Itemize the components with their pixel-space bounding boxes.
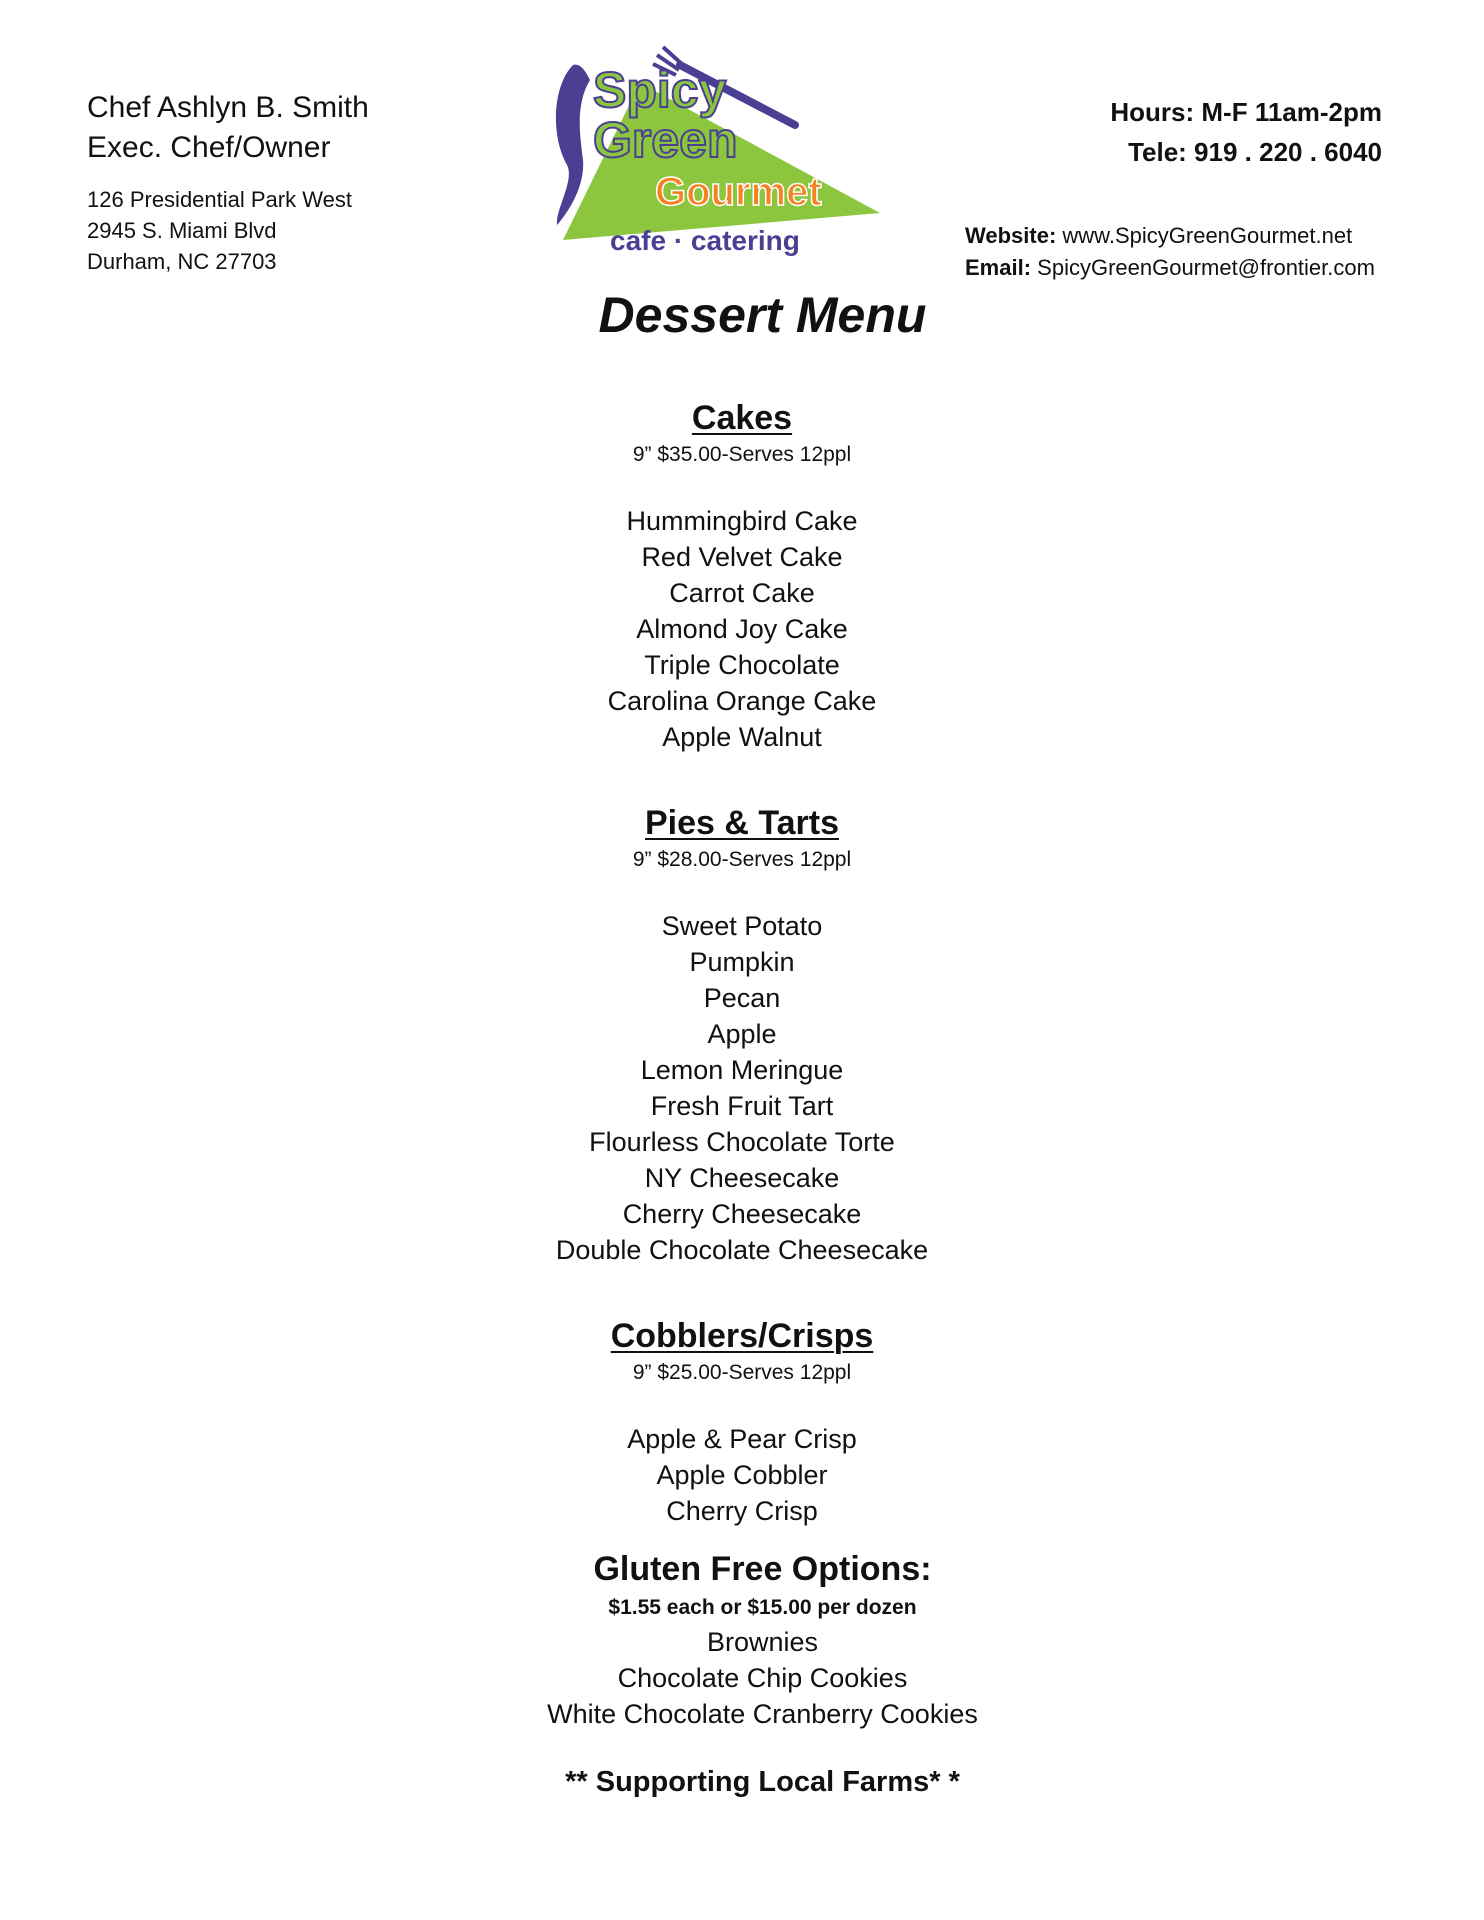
menu-item: Triple Chocolate <box>644 650 840 680</box>
menu-item: Sweet Potato <box>661 911 823 941</box>
address-line: Durham, NC 27703 <box>87 249 277 274</box>
logo-word: Spicy <box>593 62 727 118</box>
gluten-free-price: $1.55 each or $15.00 per dozen <box>608 1596 917 1619</box>
menu-item: Cherry Cheesecake <box>622 1199 862 1229</box>
menu-item: Cherry Crisp <box>666 1496 818 1526</box>
section-price: 9” $25.00-Serves 12ppl <box>632 1361 852 1384</box>
menu-item: Apple Walnut <box>662 722 822 752</box>
website-row <box>965 220 1375 252</box>
section-heading: Pies & Tarts <box>644 804 839 842</box>
email-label: Email: <box>965 255 1032 280</box>
menu-item: Hummingbird Cake <box>626 506 858 536</box>
address-line: 126 Presidential Park West <box>87 187 352 212</box>
menu-item: Pumpkin <box>689 947 795 977</box>
page-title: Dessert Menu <box>598 287 927 343</box>
menu-item: Carolina Orange Cake <box>607 686 877 716</box>
website-link[interactable]: www.SpicyGreenGourmet.net <box>1062 223 1353 248</box>
telephone: Tele: 919 . 220 . 6040 <box>1128 137 1382 167</box>
spicy-green-gourmet-logo <box>545 45 895 270</box>
footer-note: ** Supporting Local Farms* * <box>565 1766 960 1798</box>
section-pies-tarts <box>0 800 1484 1268</box>
section-cobblers-crisps <box>0 1313 1484 1529</box>
menu-item: Apple Cobbler <box>656 1460 828 1490</box>
gluten-free-block <box>0 1546 1484 1802</box>
logo-tagline: cafe · catering <box>610 225 800 256</box>
gluten-free-heading: Gluten Free Options: <box>593 1550 932 1588</box>
section-heading: Cobblers/Crisps <box>610 1317 874 1355</box>
section-price: 9” $35.00-Serves 12ppl <box>632 443 852 466</box>
web-contact <box>965 220 1375 284</box>
chef-name: Chef Ashlyn B. Smith <box>87 91 369 124</box>
menu-item: Flourless Chocolate Torte <box>589 1127 895 1157</box>
spacer <box>0 1268 1484 1313</box>
menu-item: Apple <box>707 1019 777 1049</box>
menu-item: Lemon Meringue <box>640 1055 844 1085</box>
hours-contact <box>1110 92 1382 172</box>
chef-info <box>87 88 369 277</box>
menu-item: Red Velvet Cake <box>641 542 843 572</box>
address-line: 2945 S. Miami Blvd <box>87 218 277 243</box>
email-link[interactable]: SpicyGreenGourmet@frontier.com <box>1037 255 1375 280</box>
menu-item: NY Cheesecake <box>644 1163 840 1193</box>
menu-item: Carrot Cake <box>669 578 815 608</box>
menu-item: Double Chocolate Cheesecake <box>555 1235 929 1265</box>
menu-item: Brownies <box>706 1627 819 1657</box>
menu-item: Apple & Pear Crisp <box>627 1424 857 1454</box>
menu-item: Almond Joy Cake <box>636 614 848 644</box>
menu-item: White Chocolate Cranberry Cookies <box>547 1699 978 1729</box>
menu-item: Pecan <box>703 983 781 1013</box>
spacer <box>0 755 1484 800</box>
menu-item: Chocolate Chip Cookies <box>617 1663 908 1693</box>
chef-title: Exec. Chef/Owner <box>87 131 331 164</box>
logo-word: Green <box>593 112 738 168</box>
menu-sections <box>0 395 1484 1529</box>
section-heading: Cakes <box>691 399 793 437</box>
website-label: Website: <box>965 223 1057 248</box>
email-row <box>965 252 1375 284</box>
logo-word: Gourmet <box>655 170 822 214</box>
menu-item: Fresh Fruit Tart <box>650 1091 834 1121</box>
section-price: 9” $28.00-Serves 12ppl <box>632 848 852 871</box>
hours: Hours: M-F 11am-2pm <box>1110 97 1382 127</box>
section-cakes <box>0 395 1484 755</box>
